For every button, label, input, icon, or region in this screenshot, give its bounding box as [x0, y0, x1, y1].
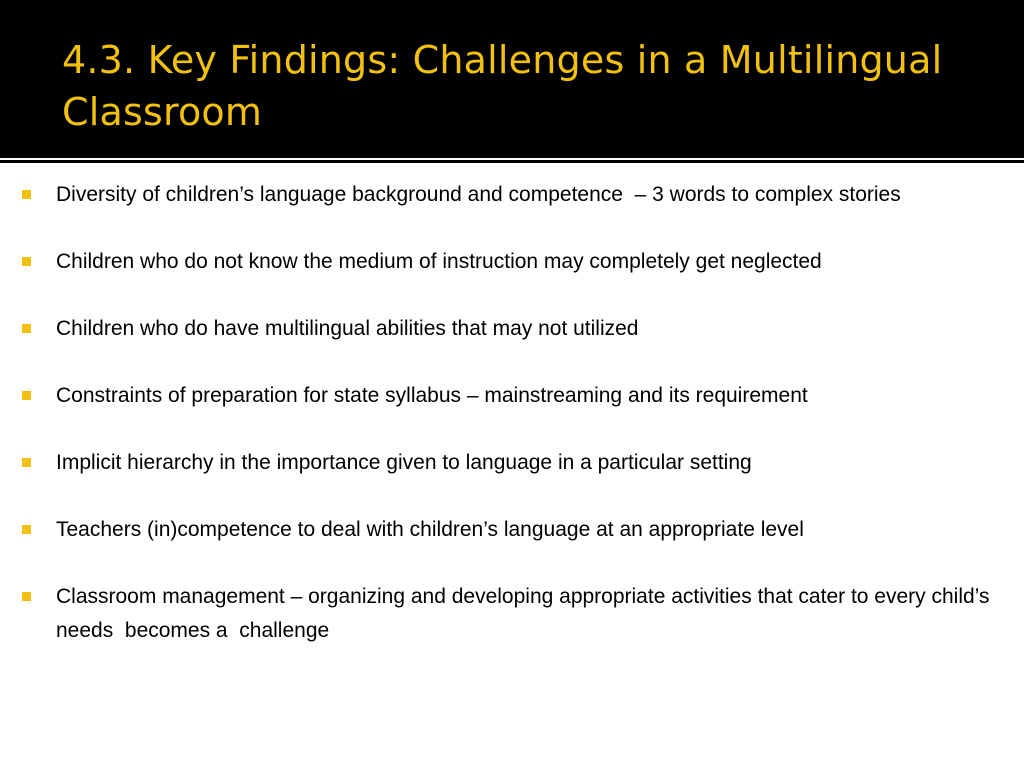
bullet-item	[0, 178, 1024, 212]
bullet-text: Implicit hierarchy in the importance given to language in a particular setting	[56, 451, 752, 474]
title-divider-shadow	[0, 160, 1024, 163]
bullet-item	[0, 446, 1024, 480]
bullet-text: Classroom management – organizing and developing appropriate activities that cater to every child’s needs becomes a challenge	[56, 585, 996, 642]
bullet-text: Children who do not know the medium of instruction may completely get neglected	[56, 250, 822, 273]
bullet-item	[0, 513, 1024, 547]
bullet-item	[0, 245, 1024, 279]
bullet-text: Diversity of children’s language background and competence – 3 words to complex stories	[56, 183, 901, 206]
square-bullet-icon	[22, 257, 31, 266]
bullet-list	[0, 178, 1024, 681]
bullet-text: Constraints of preparation for state syllabus – mainstreaming and its requirement	[56, 384, 808, 407]
square-bullet-icon	[22, 458, 31, 467]
bullet-text: Teachers (in)competence to deal with children’s language at an appropriate level	[56, 518, 804, 541]
title-bar	[0, 0, 1024, 158]
slide-title: 4.3. Key Findings: Challenges in a Multilingual Classroom	[62, 38, 943, 134]
square-bullet-icon	[22, 592, 31, 601]
bullet-text: Children who do have multilingual abilities that may not utilized	[56, 317, 639, 340]
bullet-item	[0, 379, 1024, 413]
square-bullet-icon	[22, 391, 31, 400]
square-bullet-icon	[22, 324, 31, 333]
square-bullet-icon	[22, 190, 31, 199]
bullet-item	[0, 312, 1024, 346]
bullet-item	[0, 580, 1024, 648]
square-bullet-icon	[22, 525, 31, 534]
